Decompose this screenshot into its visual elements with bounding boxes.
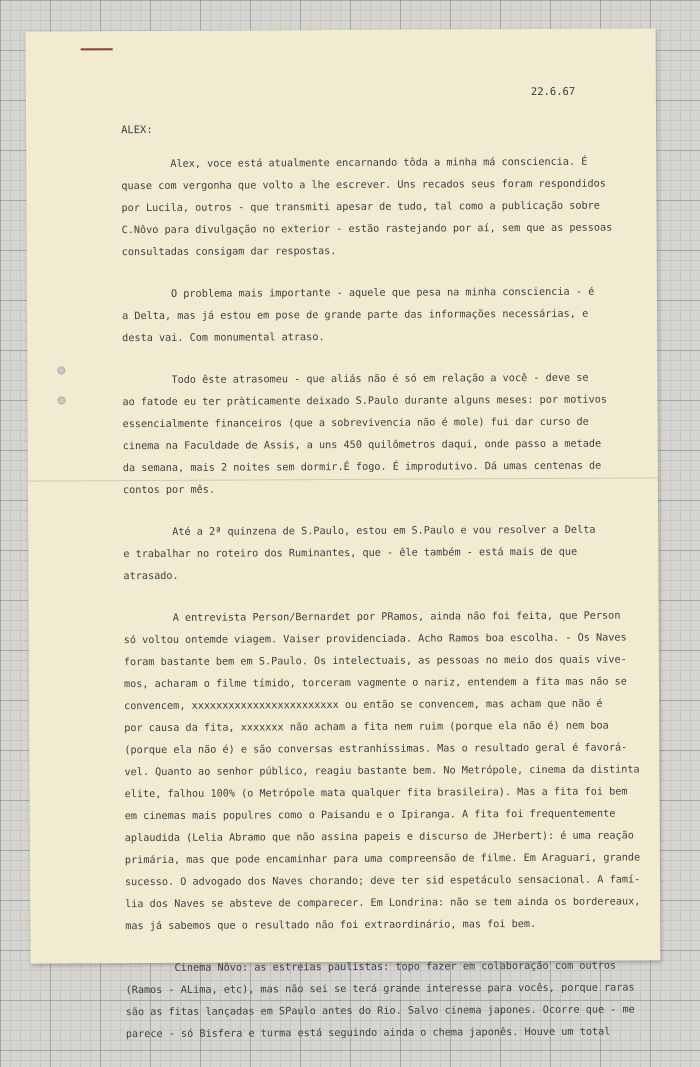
paragraph-2: O problema mais importante - aquele que pesa na minha consciencia - é a Delta, mas já estou em pose de grande parte das informações necessárias, e desta vai. Com monumental atraso. [121,286,595,345]
letter-body [121,151,646,1066]
paragraph-3: Todo êste atrasomeu - que aliás não é só em relação a você - deve se ao fatode eu ter pràticamente deixado S.Paulo durante alguns meses: por motivos essencialmente financeiros (que a sobrevivencia não é mole) fui dar curso de cinema na Faculdade de Assis, a uns 450 quilômetros daqui, onde passo a metade da semana, mais 2 noites sem dormir.É fogo. É improdutivo. Dá umas centenas de contos por mês. [122,372,608,497]
punch-hole-bottom [57,396,65,404]
letter-greeting: ALEX: [121,123,153,137]
paragraph-4: Até a 2ª quinzena de S.Paulo, estou em S.Paulo e vou resolver a Delta e trabalhar no roteiro dos Ruminantes, que - êle também - está mais de que atrasado. [123,524,596,583]
letter-date: 22.6.67 [530,85,576,99]
paragraph-5: A entrevista Person/Bernardet por PRamos, ainda não foi feita, que Person só voltou ontemde viagem. Vaiser providenciada. Acho Ramos boa escolha. - Os Naves foram bastante bem em S.Paulo. Os intelectuais, as pessoas no meio dos quais vive- mos, acharam o filme tímido, torceram vagmente o nariz, entendem a fita mas não se convencem, xxxxxxxxxxxxxxxxxxxxxxxx ou então se convencem, mas acham que não é por causa da fita, xxxxxxx não acham a fita nem ruim (porque ela não é) nem boa (porque ela não é) e são conversas estranhíssimas. Mas o resultado geral é favorá- vel. Quanto ao senhor público, reagiu bastante bem. No Metrópole, cinema da distinta elite, falhou 100% (o Metrópole mata qualquer fita brasileira). Mas a fita foi bem em cinemas mais populres como o Paisandu e o Ipiranga. A fita foi frequentemente aplaudida (Lelia Abramo que não assina papeis e discurso de JHerbert): é uma reação primária, mas que pode encaminhar para uma compreensão de filme. Em Araguari, grande sucesso. O advogado dos Naves chorando; deve ter sid espetáculo sensacional. A famí- lia dos Naves se absteve de comparecer. Em Londrina: não se tem ainda os bordereaux, mas já sabemos que o resultado não foi extraordinário, mas foi bem. [123,610,641,933]
letter-sheet [26,28,661,1041]
punch-hole-top [57,366,65,374]
paragraph-1: Alex, voce está atualmente encarnando tôda a minha má consciencia. É quase com vergonha que volto a lhe escrever. Uns recados seus foram respondidos por Lucila, outros - que transmiti apesar de tudo, tal como a publicação sobre C.Nôvo para divulgação no exterior - estão rastejando por aí, sem que as pessoas consultadas consigam dar respostas. [121,156,613,259]
red-ink-mark [81,48,113,50]
paragraph-6: Cinema Nôvo: as estreias paulistas: topo fazer em colaboração com outros (Ramos - ALima, etc), mas não sei se terá grande interesse para vocês, porque raras são as fitas lançadas em SPaulo antes do Rio. Salvo cinema japones. Ocorre que - me parece - só Bisfera e turma está seguindo ainda o chema japonês. Houve um total [125,960,635,1041]
